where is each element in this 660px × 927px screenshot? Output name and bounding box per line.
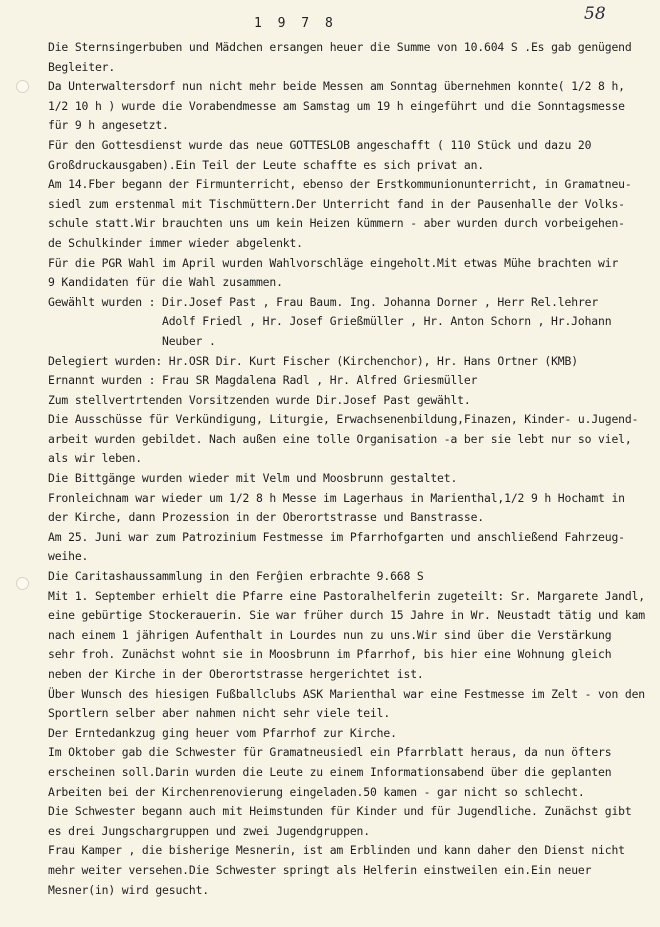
text-line: Am 25. Juni war zum Patrozinium Festmesse im Pfarrhofgarten und anschließend Fahrzeug- [48, 529, 625, 544]
text-line: Am 14.Fber begann der Firmunterricht, ebenso der Erstkommunionunterricht, in Gramatneu- [48, 177, 632, 192]
text-line: eine gebürtige Stockerauerin. Sie war früher durch 15 Jahre in Wr. Neustadt tätig und kam [48, 608, 645, 623]
punch-hole [16, 577, 29, 590]
text-line: Gewählt wurden : Dir.Josef Past , Frau Baum. Ing. Johanna Dorner , Herr Rel.lehrer [48, 294, 599, 309]
text-line: für 9 h angesetzt. [48, 118, 169, 133]
text-line: de Schulkinder immer wieder abgelenkt. [48, 235, 303, 250]
text-line: 9 Kandidaten für die Wahl zusammen. [48, 275, 283, 290]
text-line: Ernannt wurden : Frau SR Magdalena Radl , Hr. Alfred Griesmüller [48, 373, 478, 388]
text-line: Frau Kamper , die bisherige Mesnerin, ist am Erblinden und kann daher den Dienst nicht [48, 843, 625, 858]
text-line: neben der Kirche in der Oberortstrasse hergerichtet ist. [48, 667, 424, 681]
text-line: Mesner(in) wird gesucht. [48, 882, 209, 897]
text-line: Begleiter. [48, 59, 116, 74]
text-line: es drei Jungschargruppen und zwei Jugendgruppen. [48, 823, 370, 838]
text-line: nach einem 1 jährigen Aufenthalt in Lourdes nun zu uns.Wir sind über die Verstärkung [48, 627, 612, 642]
text-line: Die Caritashaussammlung in den Ferĝien erbrachte 9.668 S [48, 569, 424, 584]
text-line: sehr froh. Zunächst wohnt sie in Moosbrunn im Pfarrhof, bis hier eine Wohnung gleich [48, 647, 612, 662]
text-line: Da Unterwaltersdorf nun nicht mehr beide Messen am Sonntag übernehmen konnte( 1/2 8 h, [48, 79, 625, 94]
text-line: Fronleichnam war wieder um 1/2 8 h Messe im Lagerhaus in Marienthal,1/2 9 h Hochamt in [48, 490, 625, 505]
text-line: Zum stellvertrtenden Vorsitzenden wurde Dir.Josef Past gewählt. [48, 392, 471, 407]
text-line: erscheinen soll.Darin wurden die Leute zu einem Informationsabend über die geplanten [48, 764, 612, 779]
text-line: Adolf Friedl , Hr. Josef Grießmüller , Hr. Anton Schorn , Hr.Johann [162, 314, 612, 329]
text-line: Die Bittgänge wurden wieder mit Velm und Moosbrunn gestaltet. [48, 471, 458, 486]
text-line: arbeit wurden gebildet. Nach außen eine tolle Organisation -a ber sie lebt nur so viel, [48, 431, 632, 446]
text-line: der Kirche, dann Prozession in der Oberortstrasse und Banstrasse. [48, 510, 485, 525]
text-line: schule statt.Wir brauchten uns um kein Heizen kümmern - aber wurden durch vorbeigehen- [48, 216, 625, 231]
text-line: Delegiert wurden: Hr.OSR Dir. Kurt Fischer (Kirchenchor), Hr. Hans Ortner (KMB) [48, 353, 578, 368]
text-line: als wir leben. [48, 451, 142, 466]
text-line: Über Wunsch des hiesigen Fußballclubs ASK Marienthal war eine Festmesse im Zelt - von den [48, 686, 645, 701]
text-line: Für den Gottesdienst wurde das neue GOTTESLOB angeschafft ( 110 Stück und dazu 20 [48, 137, 592, 152]
text-line: Im Oktober gab die Schwester für Gramatneusiedl ein Pfarrblatt heraus, da nun öfters [48, 745, 612, 760]
document-year: 1 9 7 8 [254, 16, 337, 31]
text-line: Die Ausschüsse für Verkündigung, Liturgie, Erwachsenenbildung,Finazen, Kinder- u.Jugend- [48, 412, 639, 427]
text-line: Sportlern selber aber nahmen nicht sehr viele teil. [48, 706, 391, 721]
text-line: Für die PGR Wahl im April wurden Wahlvorschläge eingeholt.Mit etwas Mühe brachten wir [48, 255, 619, 270]
text-line: Neuber . [162, 333, 216, 348]
text-line: weihe. [48, 549, 89, 564]
text-line: Die Sternsingerbuben und Mädchen ersangen heuer die Summe von 10.604 S .Es gab genügend [48, 40, 632, 54]
text-line: Großdruckausgaben).Ein Teil der Leute schaffte es sich privat an. [48, 157, 485, 172]
text-line: Der Erntedankzug ging heuer vom Pfarrhof zur Kirche. [48, 725, 397, 740]
text-line: Mit 1. September erhielt die Pfarre eine Pastoralhelferin zugeteilt: Sr. Margarete Jandl, [48, 588, 645, 603]
text-line: Arbeiten bei der Kirchenrenovierung eingeladen.50 kamen - gar nicht so schlecht. [48, 784, 585, 799]
page-number: 58 [584, 4, 606, 24]
text-line: 1/2 10 h ) wurde die Vorabendmesse am Samstag um 19 h eingeführt und die Sonntagsmesse [48, 98, 625, 113]
text-line: mehr weiter versehen.Die Schwester springt als Helferin einstweilen ein.Ein neuer [48, 862, 592, 877]
document-body [48, 38, 648, 900]
text-line: Die Schwester begann auch mit Heimstunden für Kinder und für Jugendliche. Zunächst gibt [48, 804, 632, 819]
punch-hole [16, 80, 29, 93]
text-line: siedl zum erstenmal mit Tischmüttern.Der Unterricht fand in der Pausenhalle der Volks- [48, 196, 625, 211]
